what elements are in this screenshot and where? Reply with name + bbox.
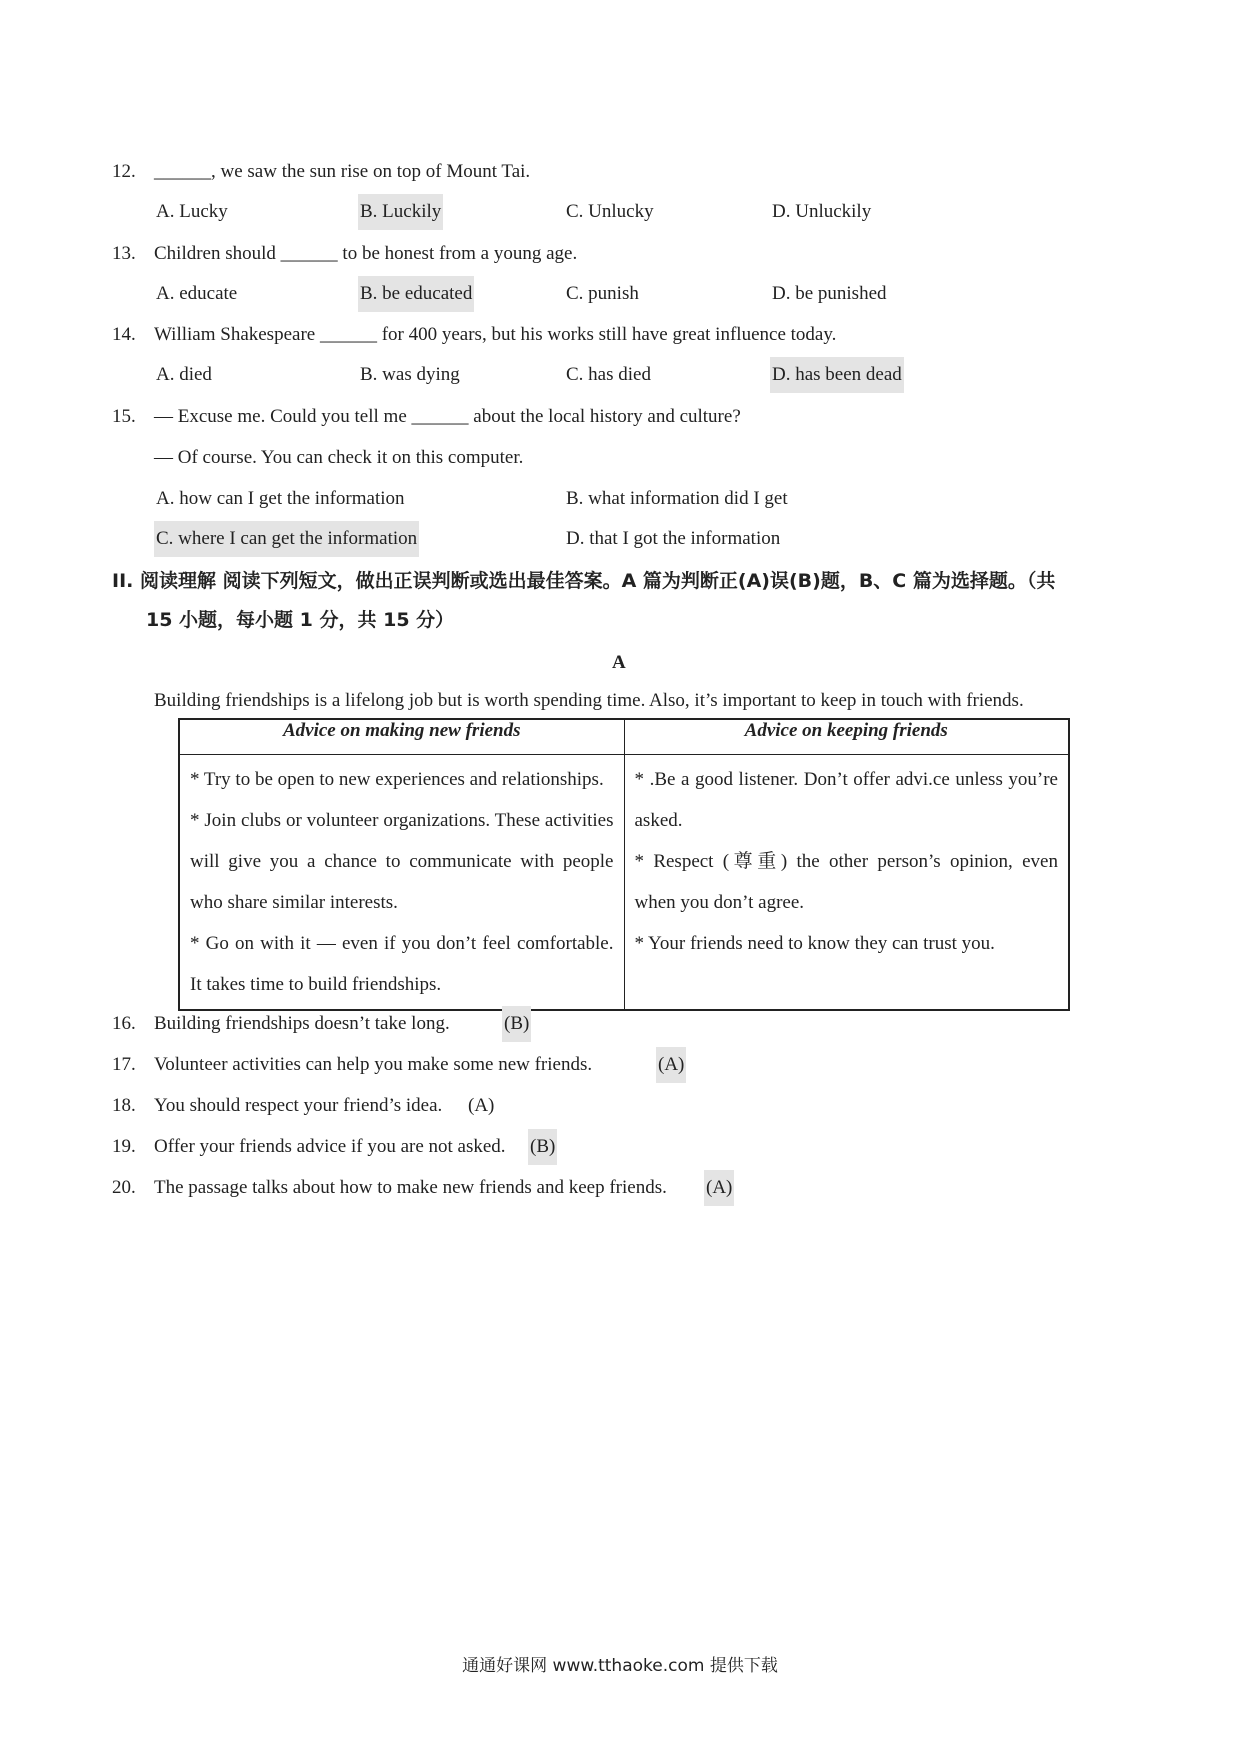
section-heading-cont: 15 小题，每小题 1 分，共 15 分） — [146, 609, 455, 631]
table-header-keeping: Advice on keeping friends — [624, 719, 1069, 755]
question-number: 19. — [112, 1136, 136, 1157]
question-text: Volunteer activities can help you make some new friends. — [154, 1054, 593, 1075]
option-b-highlighted: B. be educated — [358, 276, 474, 312]
option-d: D. that I got the information — [566, 528, 781, 549]
option-a: A. educate — [156, 283, 238, 304]
option-c-highlighted: C. where I can get the information — [154, 521, 419, 557]
passage-title: A — [612, 652, 626, 673]
question-number: 14. — [112, 324, 136, 345]
advice-table — [178, 718, 1070, 1011]
advice-item: * Go on with it — even if you don’t feel comfortable. It takes time to build friendships. — [190, 933, 614, 995]
table-header-making: Advice on making new friends — [179, 719, 624, 755]
option-a: A. died — [156, 364, 212, 385]
question-stem: William Shakespeare ______ for 400 years, but his works still have great influence today. — [154, 324, 837, 345]
question-number: 16. — [112, 1013, 136, 1034]
question-stem: ______, we saw the sun rise on top of Mount Tai. — [154, 161, 531, 182]
advice-item: * Your friends need to know they can trust you. — [634, 933, 995, 954]
answer-badge: (A) — [468, 1095, 495, 1116]
option-b: B. was dying — [360, 364, 460, 385]
question-text: The passage talks about how to make new friends and keep friends. — [154, 1177, 667, 1198]
question-number: 17. — [112, 1054, 136, 1075]
option-c: C. Unlucky — [566, 201, 654, 222]
answer-badge: (A) — [704, 1170, 734, 1206]
question-number: 18. — [112, 1095, 136, 1116]
option-a: A. Lucky — [156, 201, 228, 222]
question-stem: — Excuse me. Could you tell me ______ about the local history and culture? — [154, 406, 741, 427]
question-stem: Children should ______ to be honest from a young age. — [154, 243, 578, 264]
advice-item: * Try to be open to new experiences and relationships. — [190, 769, 604, 790]
option-c: C. has died — [566, 364, 651, 385]
question-15-reply: — Of course. You can check it on this computer. — [154, 447, 524, 468]
advice-item: * Respect (尊重) the other person’s opinion, even when you don’t agree. — [634, 851, 1058, 913]
option-c: C. punish — [566, 283, 639, 304]
answer-badge: (B) — [528, 1129, 557, 1165]
section-heading: II. 阅读理解 阅读下列短文，做出正误判断或选出最佳答案。A 篇为判断正(A)误(B)题，B、C 篇为选择题。（共 — [112, 570, 1056, 592]
question-text: You should respect your friend’s idea. — [154, 1095, 443, 1116]
option-b-highlighted: B. Luckily — [358, 194, 443, 230]
question-number: 12. — [112, 161, 136, 182]
question-text: Offer your friends advice if you are not asked. — [154, 1136, 506, 1157]
answer-badge: (B) — [502, 1006, 531, 1042]
option-d-highlighted: D. has been dead — [770, 357, 904, 393]
page-footer: 通通好课网 www.tthaoke.com 提供下载 — [462, 1656, 778, 1676]
advice-item: * Join clubs or volunteer organizations. These activities will give you a chance to communicate with people who share similar interests. — [190, 810, 614, 913]
question-text: Building friendships doesn’t take long. — [154, 1013, 450, 1034]
question-number: 13. — [112, 243, 136, 264]
passage-intro: Building friendships is a lifelong job but is worth spending time. Also, it’s important to keep in touch with friends. — [154, 690, 1024, 711]
option-a: A. how can I get the information — [156, 488, 405, 509]
option-d: D. Unluckily — [772, 201, 872, 222]
question-number: 15. — [112, 406, 136, 427]
option-b: B. what information did I get — [566, 488, 788, 509]
making-friends-cell — [179, 755, 624, 1010]
option-d: D. be punished — [772, 283, 887, 304]
answer-badge: (A) — [656, 1047, 686, 1083]
question-number: 20. — [112, 1177, 136, 1198]
advice-item: * .Be a good listener. Don’t offer advi.ce unless you’re asked. — [634, 769, 1058, 831]
keeping-friends-cell — [624, 755, 1069, 1010]
